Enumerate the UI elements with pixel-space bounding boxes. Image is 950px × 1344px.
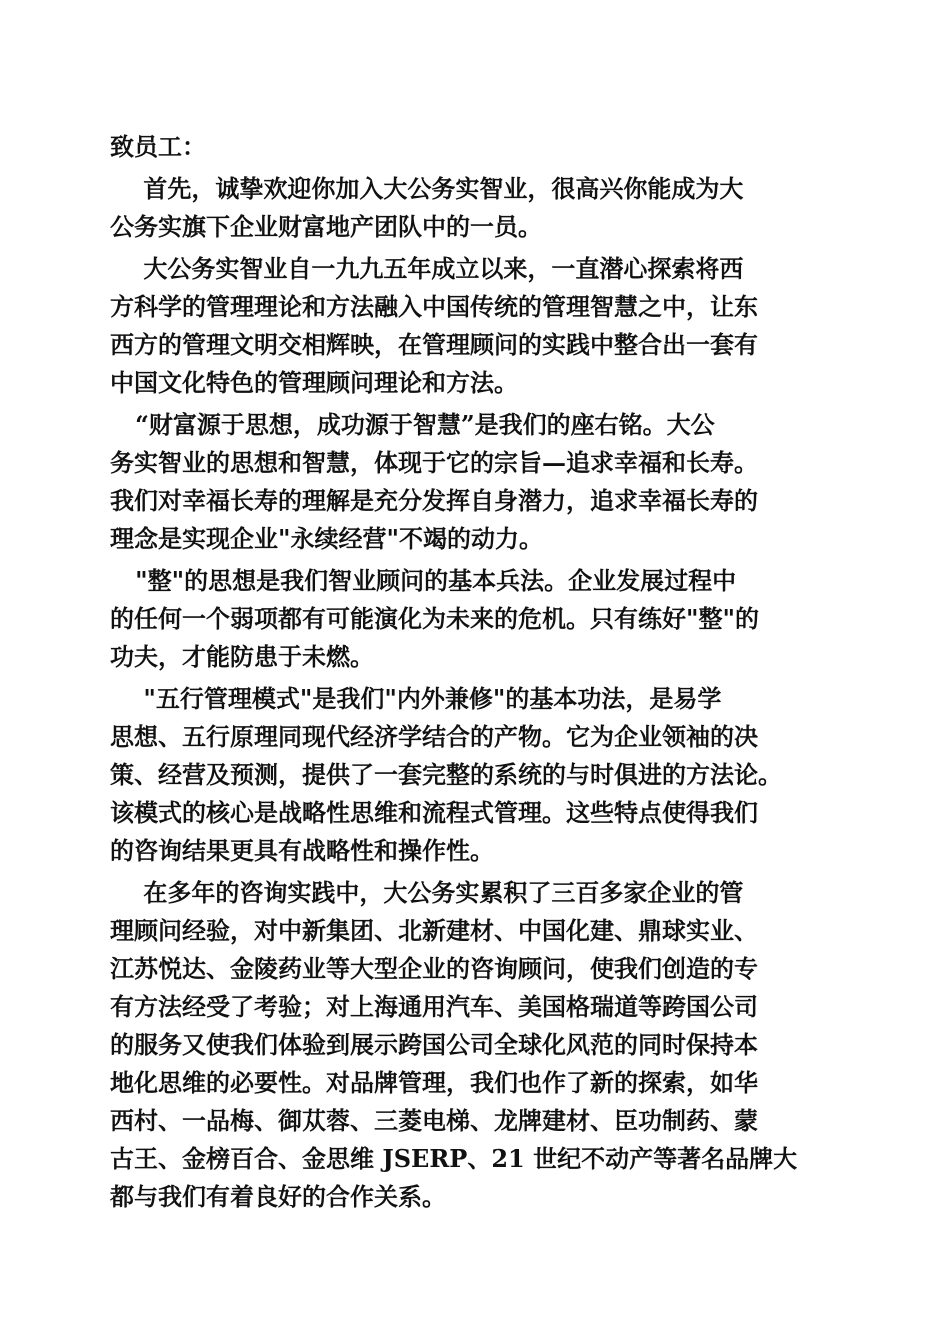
paragraph-line: 公务实旗下企业财富地产团队中的一员。 [110,212,542,241]
paragraph-line: 功夫，才能防患于未燃。 [110,642,374,671]
paragraph-line: 地化思维的必要性。对品牌管理，我们也作了新的探索，如华 [110,1068,758,1097]
paragraph-line: 的咨询结果更具有战略性和操作性。 [110,836,494,865]
paragraph-line: 古王、金榜百合、金思维 JSERP、21 世纪不动产等著名品牌大 [110,1144,798,1173]
paragraph-motto [110,406,850,558]
paragraph-line: 我们对幸福长寿的理解是充分发挥自身潜力，追求幸福长寿的 [110,486,758,515]
paragraph-line: 江苏悦达、金陵药业等大型企业的咨询顾问，使我们创造的专 [110,954,758,983]
paragraph-line: 该模式的核心是战略性思维和流程式管理。这些特点使得我们 [110,798,758,827]
paragraph-experience [110,874,850,1216]
paragraph-line: 理念是实现企业"永续经营"不竭的动力。 [110,524,544,553]
paragraph-line: "五行管理模式"是我们"内外兼修"的基本功法，是易学 [110,684,722,713]
salutation: 致员工： [110,132,206,161]
paragraph-line: “财富源于思想，成功源于智慧”是我们的座右铭。大公 [110,410,715,439]
paragraph-line: 的任何一个弱项都有可能演化为未来的危机。只有练好"整"的 [110,604,760,633]
letter-body [110,128,850,1216]
paragraph-line: 西方的管理文明交相辉映，在管理顾问的实践中整合出一套有 [110,330,758,359]
paragraph-line: 有方法经受了考验；对上海通用汽车、美国格瑞道等跨国公司 [110,992,758,1021]
paragraph-line: 理顾问经验，对中新集团、北新建材、中国化建、鼎球实业、 [110,916,758,945]
paragraph-line: 方科学的管理理论和方法融入中国传统的管理智慧之中，让东 [110,292,758,321]
paragraph-five-elements [110,680,850,870]
paragraph-line: 在多年的咨询实践中，大公务实累积了三百多家企业的管 [110,878,744,907]
paragraph-welcome [110,170,850,246]
paragraph-line: 大公务实智业自一九九五年成立以来，一直潜心探索将西 [110,254,744,283]
paragraph-line: 的服务又使我们体验到展示跨国公司全球化风范的同时保持本 [110,1030,758,1059]
paragraph-line: 思想、五行原理同现代经济学结合的产物。它为企业领袖的决 [110,722,758,751]
paragraph-line: "整"的思想是我们智业顾问的基本兵法。企业发展过程中 [110,566,737,595]
paragraph-line: 策、经营及预测，提供了一套完整的系统的与时俱进的方法论。 [110,760,782,789]
paragraph-integration [110,562,850,676]
paragraph-history [110,250,850,402]
paragraph-line: 务实智业的思想和智慧，体现于它的宗旨—追求幸福和长寿。 [110,448,758,477]
paragraph-line: 首先，诚挚欢迎你加入大公务实智业，很高兴你能成为大 [110,174,744,203]
paragraph-line: 中国文化特色的管理顾问理论和方法。 [110,368,518,397]
paragraph-line: 都与我们有着良好的合作关系。 [110,1182,446,1211]
paragraph-line: 西村、一品梅、御苁蓉、三菱电梯、龙牌建材、臣功制药、蒙 [110,1106,758,1135]
